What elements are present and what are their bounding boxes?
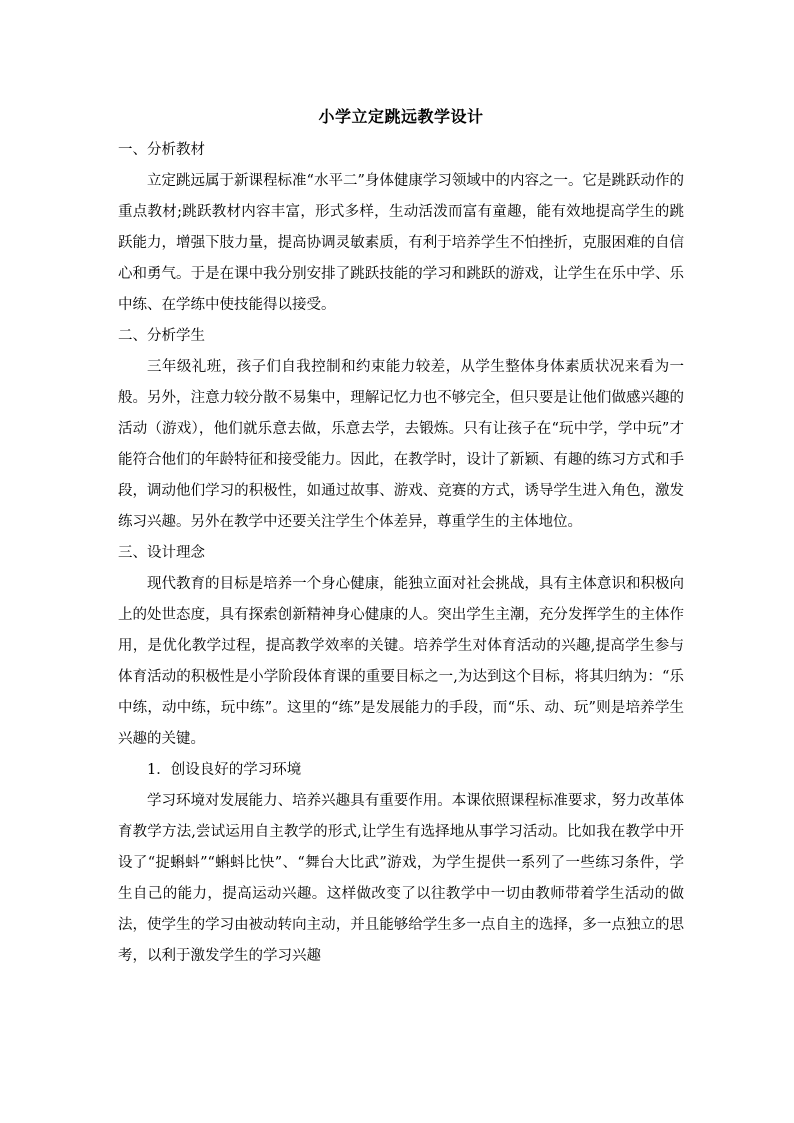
paragraph: 立定跳远属于新课程标准“水平二”身体健康学习领域中的内容之一。它是跳跃动作的重点教材;跳跃教材内容丰富，形式多样，生动活泼而富有童趣，能有效地提高学生的跳跃能力，增强下肢力量，提高协调灵敏素质，有利于培养学生不怕挫折，克服困难的自信心和勇气。于是在课中我分别安排了跳跃技能的学习和跳跃的游戏，让学生在乐中学、乐中练、在学练中使技能得以接受。 bbox=[118, 173, 684, 313]
document-body bbox=[118, 103, 684, 972]
section-heading: 三、设计理念 bbox=[118, 545, 205, 561]
section-heading: 一、分析教材 bbox=[118, 142, 205, 158]
paragraph: 学习环境对发展能力、培养兴趣具有重要作用。本课依照课程标准要求，努力改革体育教学方法,尝试运用自主教学的形式,让学生有选择地从事学习活动。比如我在教学中开设了“捉蝌蚪”“蝌蚪比快”、“舞台大比武”游戏，为学生提供一系列了一些练习条件，学生自己的能力，提高运动兴趣。这样做改变了以往教学中一切由教师带着学生活动的做法，使学生的学习由被动转向主动，并且能够给学生多一点自主的选择，多一点独立的思考，以利于激发学生的学习兴趣 bbox=[118, 793, 684, 964]
section-analyze-students bbox=[118, 321, 684, 538]
section-analyze-materials bbox=[118, 135, 684, 321]
subsection-heading: 1．创设良好的学习环境 bbox=[147, 762, 302, 778]
subsection-learning-environment bbox=[118, 755, 684, 972]
document-title: 小学立定跳远教学设计 bbox=[318, 107, 484, 126]
section-design-concept bbox=[118, 538, 684, 755]
paragraph: 三年级礼班，孩子们自我控制和约束能力较差，从学生整体身体素质状况来看为一般。另外，注意力较分散不易集中，理解记忆力也不够完全，但只要是让他们做感兴趣的活动（游戏），他们就乐意去做，乐意去学，去锻炼。只有让孩子在“玩中学，学中玩”才能符合他们的年龄特征和接受能力。因此，在教学时，设计了新颖、有趣的练习方式和手段，调动他们学习的积极性，如通过故事、游戏、竞赛的方式，诱导学生进入角色，激发练习兴趣。另外在教学中还要关注学生个体差异，尊重学生的主体地位。 bbox=[118, 359, 684, 530]
section-heading: 二、分析学生 bbox=[118, 328, 205, 344]
paragraph: 现代教育的目标是培养一个身心健康，能独立面对社会挑战，具有主体意识和积极向上的处世态度，具有探索创新精神身心健康的人。突出学生主潮，充分发挥学生的主体作用，是优化教学过程，提高教学效率的关键。培养学生对体育活动的兴趣,提高学生参与体育活动的积极性是小学阶段体育课的重要目标之一,为达到这个目标，将其归纳为：“乐中练，动中练，玩中练”。这里的“练”是发展能力的手段，而“乐、动、玩”则是培养学生兴趣的关键。 bbox=[118, 576, 684, 747]
